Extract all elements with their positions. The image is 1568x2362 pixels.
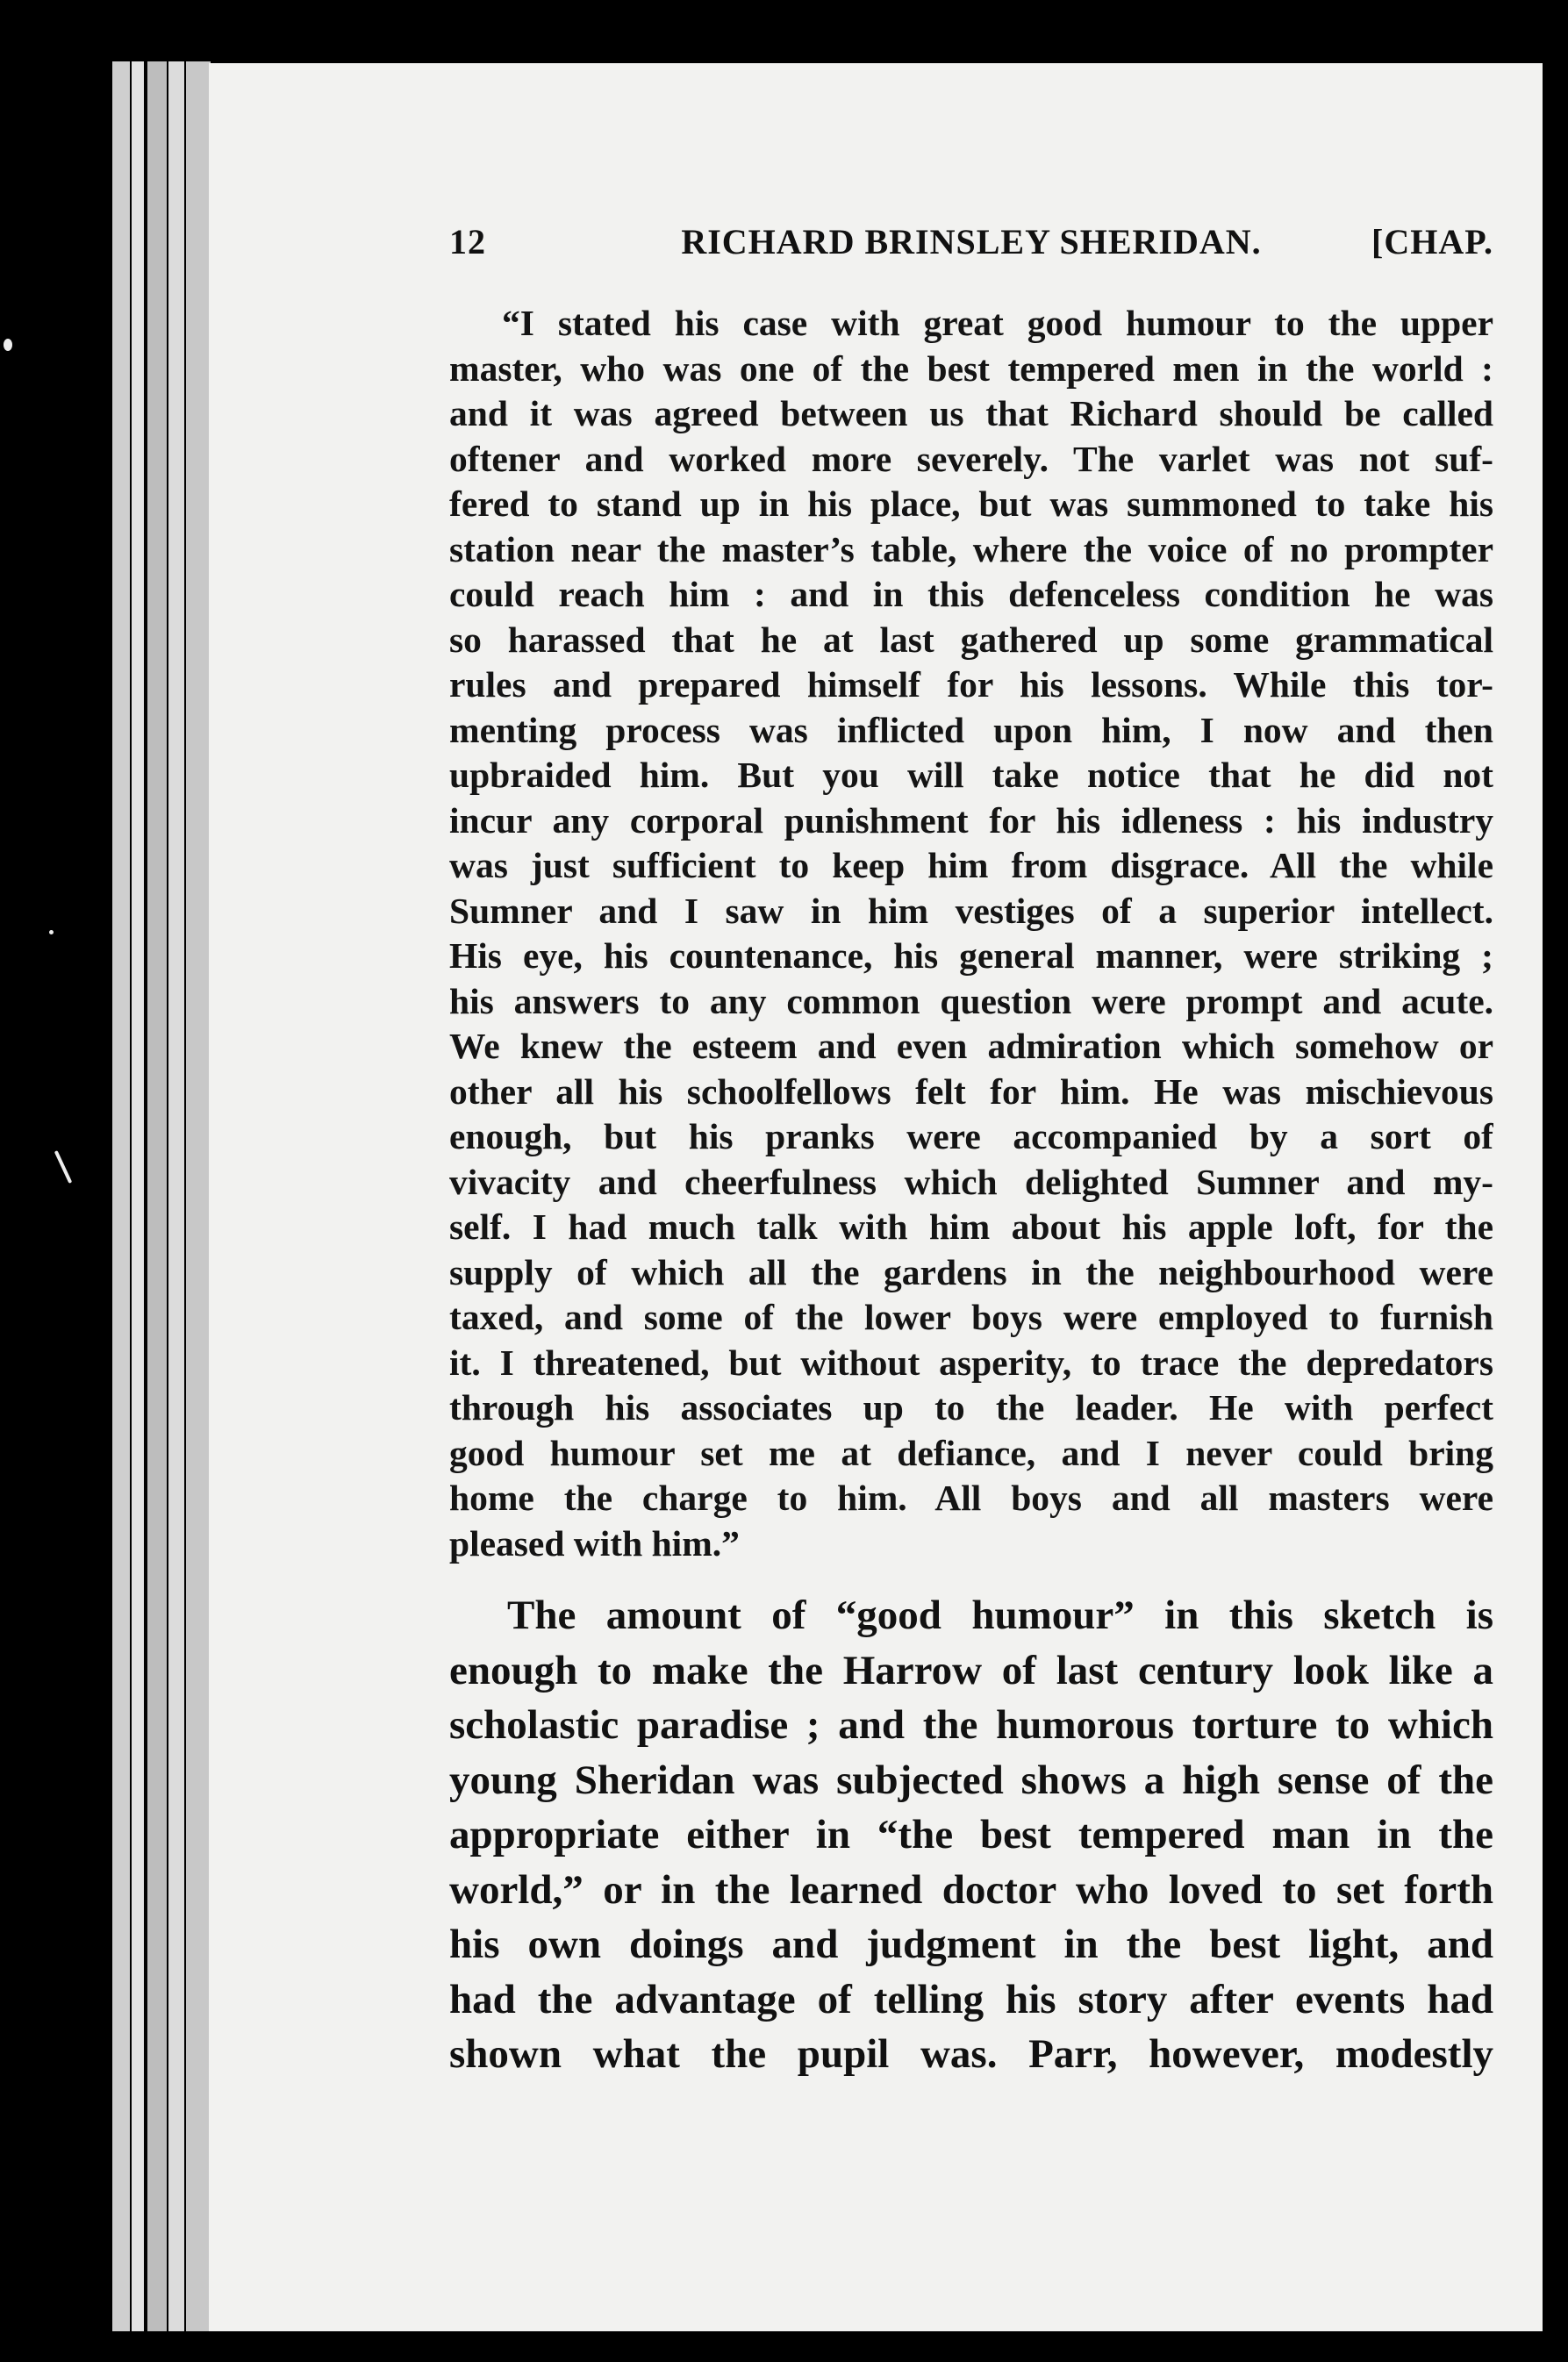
scan-speck (54, 1150, 73, 1184)
page-edge (168, 61, 184, 2331)
quote-line: We knew the esteem and even admiration which somehow or (449, 1026, 1493, 1066)
quote-line: through his associates up to the leader. He with perfect (449, 1387, 1493, 1428)
quote-line: and it was agreed between us that Richard should be called (449, 393, 1493, 433)
quote-line: Sumner and I saw in him vestiges of a superior intellect. (449, 890, 1493, 931)
body-line: appropriate either in “the best tempered man in the (449, 1812, 1493, 1857)
quote-line: station near the master’s table, where the voice of no prompter (449, 528, 1493, 569)
quote-line: pleased with him.” (449, 1522, 740, 1564)
scan-speck (49, 930, 54, 934)
quote-line: incur any corporal punishment for his idleness : his industry (449, 799, 1493, 841)
body-line: scholastic paradise ; and the humorous torture to which (449, 1702, 1493, 1748)
body-line: The amount of “good humour” in this sketch is (507, 1593, 1493, 1638)
quoted-passage (449, 301, 1493, 1566)
body-line: shown what the pupil was. Parr, however, modestly (449, 2031, 1493, 2077)
quote-line: it. I threatened, but without asperity, to trace the depredators (449, 1342, 1493, 1383)
quote-line: other all his schoolfellows felt for him. He was mischievous (449, 1070, 1493, 1112)
running-title: RICHARD BRINSLEY SHERIDAN. (681, 222, 1262, 261)
body-line: enough to make the Harrow of last century look like a (449, 1647, 1493, 1693)
body-line: world,” or in the learned doctor who loved to set forth (449, 1866, 1493, 1913)
quote-line: enough, but his pranks were accompanied by a sort of (449, 1116, 1493, 1156)
quote-line: master, who was one of the best tempered men in the world : (449, 347, 1493, 389)
body-paragraph (449, 1588, 1493, 2082)
quote-line: could reach him : and in this defenceless condition he was (449, 574, 1493, 614)
quote-line: oftener and worked more severely. The varlet was not suf- (449, 438, 1493, 479)
page-edge (132, 61, 144, 2331)
quote-line: was just sufficient to keep him from disgrace. All the while (449, 845, 1493, 885)
page-edge (112, 61, 130, 2331)
body-line: his own doings and judgment in the best light, and (449, 1922, 1493, 1967)
page-header (449, 221, 1493, 274)
quote-line: “I stated his case with great good humour to the upper (502, 303, 1493, 343)
quote-line: good humour set me at defiance, and I never could bring (449, 1432, 1493, 1473)
page-edge (147, 61, 167, 2331)
page-number: 12 (449, 222, 486, 261)
scan-speck (4, 339, 12, 351)
page-edge (186, 61, 211, 2331)
quote-line: supply of which all the gardens in the neighbourhood were (449, 1251, 1493, 1292)
quote-line: vivacity and cheerfulness which delighted Sumner and my- (449, 1161, 1493, 1202)
body-line: had the advantage of telling his story after events had (449, 1976, 1493, 2022)
quote-line: His eye, his countenance, his general manner, were striking ; (449, 935, 1493, 976)
quote-line: taxed, and some of the lower boys were employed to furnish (449, 1297, 1493, 1337)
quote-line: fered to stand up in his place, but was summoned to take his (449, 483, 1493, 524)
quote-line: so harassed that he at last gathered up some grammatical (449, 619, 1493, 660)
quote-line: upbraided him. But you will take notice that he did not (449, 755, 1493, 795)
quote-line: self. I had much talk with him about his apple loft, for the (449, 1206, 1493, 1247)
chapter-marker: [CHAP. (1371, 222, 1493, 261)
body-line: young Sheridan was subjected shows a high sense of the (449, 1757, 1493, 1803)
quote-line: his answers to any common question were prompt and acute. (449, 980, 1493, 1021)
quote-line: rules and prepared himself for his lessons. While this tor- (449, 664, 1493, 705)
quote-line: menting process was inflicted upon him, I now and then (449, 709, 1493, 750)
quote-line: home the charge to him. All boys and all masters were (449, 1478, 1493, 1518)
